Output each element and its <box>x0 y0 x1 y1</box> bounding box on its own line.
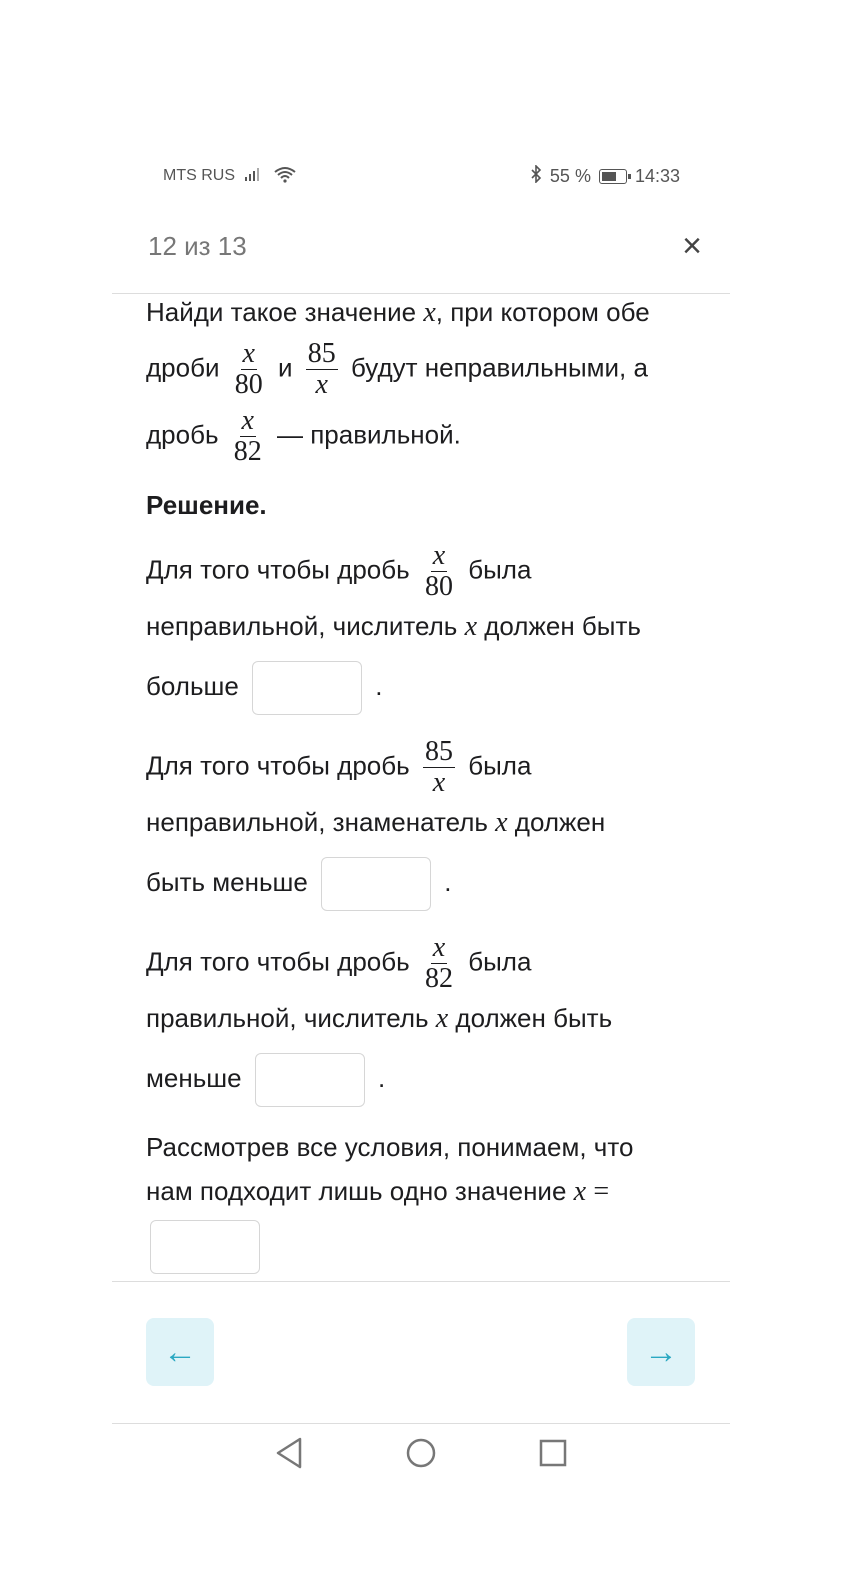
back-triangle-icon[interactable] <box>274 1436 304 1475</box>
fraction-x-80 <box>233 339 265 400</box>
prev-button[interactable]: ← <box>146 1318 214 1386</box>
status-left <box>163 165 297 188</box>
fraction-den: x <box>315 369 328 400</box>
step-lead: Для того чтобы дробь <box>146 554 410 585</box>
solution-step-2 <box>146 737 714 911</box>
fraction-num: x <box>432 932 446 963</box>
solution-step-3 <box>146 933 714 1107</box>
step-end: . <box>375 670 383 701</box>
battery-percent: 55 % <box>549 165 591 186</box>
header-divider <box>112 293 730 294</box>
var-x: x <box>464 611 478 642</box>
battery-fill <box>602 172 616 181</box>
system-divider <box>112 1423 730 1424</box>
footer-divider <box>112 1281 730 1282</box>
step-text: быть меньше <box>146 866 308 897</box>
step-text: должен быть <box>448 1003 613 1033</box>
fraction-num: x <box>432 540 446 571</box>
step-tail: была <box>468 554 532 585</box>
step-lead: Для того чтобы дробь <box>146 946 410 977</box>
task-content[interactable] <box>146 296 714 1280</box>
fraction-85-x <box>423 737 455 798</box>
problem-statement <box>146 296 714 467</box>
step-text: должен <box>507 807 606 837</box>
solution-step-4 <box>146 1131 714 1274</box>
problem-text-7: — правильной. <box>277 419 461 450</box>
answer-input-2[interactable] <box>321 857 431 911</box>
fraction-den: 82 <box>233 436 262 467</box>
step-tail: была <box>468 750 532 781</box>
problem-text-3: дроби <box>146 352 220 383</box>
fraction-x-80 <box>423 541 455 602</box>
step-lead: Для того чтобы дробь <box>146 750 410 781</box>
step-text: должен быть <box>477 611 641 641</box>
step-text: больше <box>146 670 239 701</box>
clock-time: 14:33 <box>634 165 680 186</box>
problem-text-6: дробь <box>146 419 219 450</box>
step-text: неправильной, знаменатель <box>146 807 496 837</box>
status-right <box>530 165 680 188</box>
step-tail: была <box>468 946 532 977</box>
fraction-x-82 <box>232 406 264 467</box>
var-x: x <box>495 807 508 838</box>
step-end: . <box>444 866 452 897</box>
step-text: неправильной, числитель <box>146 611 465 641</box>
answer-input-4[interactable] <box>150 1220 260 1274</box>
wifi-icon <box>273 165 297 188</box>
carrier-name: MTS RUS <box>163 167 235 184</box>
status-bar <box>163 162 680 190</box>
step-end: . <box>378 1062 386 1093</box>
fraction-num: x <box>241 405 254 436</box>
close-icon[interactable]: × <box>682 227 702 265</box>
problem-text-4: и <box>277 352 293 383</box>
fraction-num: x <box>242 338 255 369</box>
home-circle-icon[interactable] <box>405 1436 437 1475</box>
battery-icon <box>599 169 627 184</box>
fraction-x-82 <box>423 933 455 994</box>
var-x: x <box>423 297 436 328</box>
equals-sign: = <box>593 1176 610 1207</box>
step-text: меньше <box>146 1062 242 1093</box>
signal-icon <box>243 166 265 187</box>
task-counter: 12 из 13 <box>148 230 247 261</box>
step-text: правильной, числитель <box>146 1003 436 1033</box>
problem-text-1: Найди такое значение <box>146 297 424 327</box>
fraction-num: 85 <box>424 736 453 767</box>
answer-input-1[interactable] <box>252 661 362 715</box>
step-text: нам подходит лишь одно значение <box>146 1176 574 1206</box>
step-text: Рассмотрев все условия, понимаем, что <box>146 1132 634 1162</box>
solution-step-1 <box>146 541 714 715</box>
answer-input-3[interactable] <box>255 1053 365 1107</box>
fraction-85-x <box>306 339 338 400</box>
task-header <box>148 226 702 266</box>
fraction-den: 80 <box>424 571 453 602</box>
problem-text-2: , при котором обе <box>435 297 650 327</box>
fraction-den: 82 <box>424 963 453 994</box>
var-x: x <box>573 1176 587 1207</box>
var-x: x <box>435 1003 449 1034</box>
recents-square-icon[interactable] <box>538 1436 568 1475</box>
problem-text-5: будут неправильными, а <box>350 352 648 383</box>
solution-heading: Решение. <box>146 490 267 520</box>
system-nav-bar <box>0 1436 864 1480</box>
fraction-den: 80 <box>234 369 263 400</box>
fraction-den: x <box>432 767 446 798</box>
bluetooth-icon <box>530 165 542 188</box>
next-button[interactable]: → <box>627 1318 695 1386</box>
fraction-num: 85 <box>307 338 336 369</box>
